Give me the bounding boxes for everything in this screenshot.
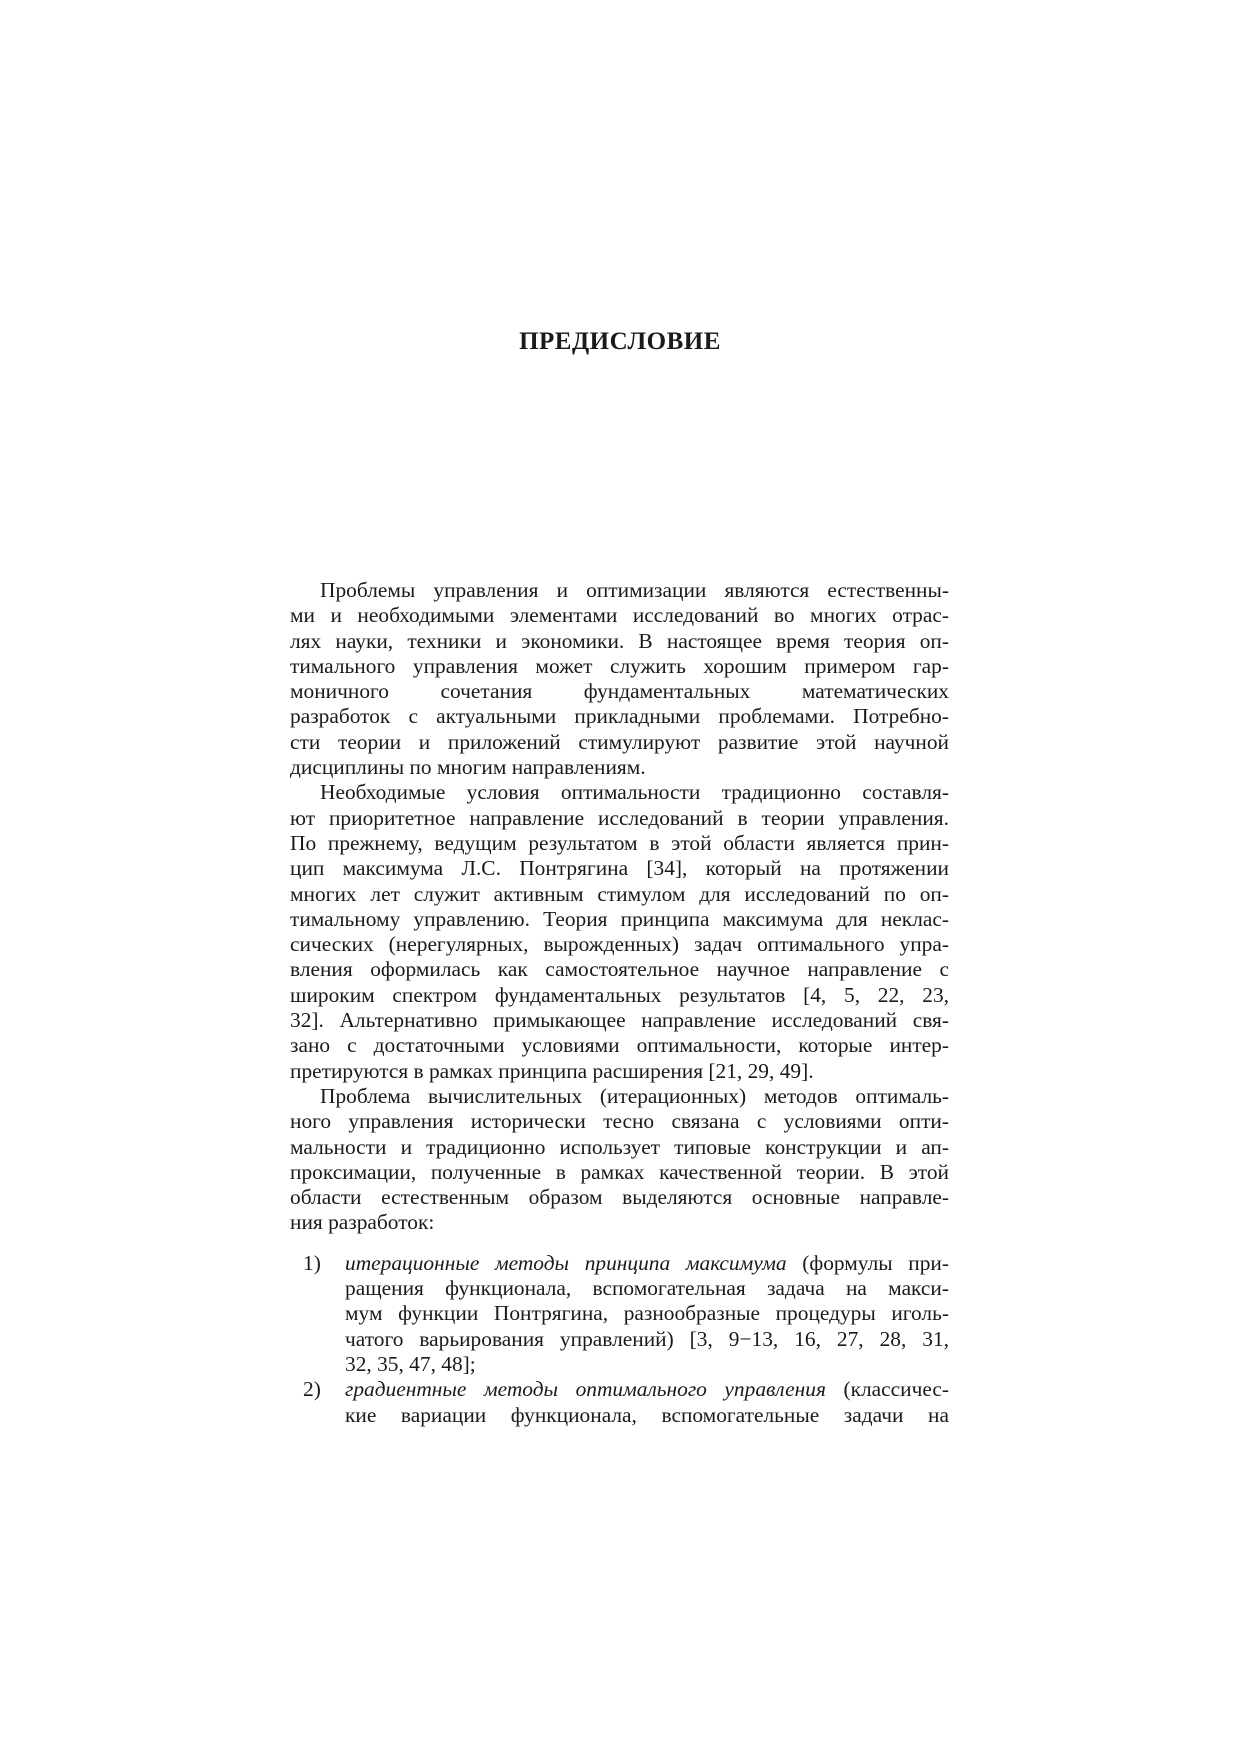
paragraph bbox=[290, 1084, 949, 1236]
text-line: проксимации, полученные в рамках качественной теории. В этой bbox=[290, 1159, 949, 1184]
text-line: дисциплины по многим направлениям. bbox=[290, 755, 646, 780]
text-line: Проблема вычислительных (итерационных) методов оптималь- bbox=[320, 1083, 949, 1108]
paragraph bbox=[290, 578, 949, 780]
text-fragment: (формулы при- bbox=[786, 1250, 949, 1275]
text-line bbox=[345, 1251, 949, 1276]
preface-body bbox=[290, 578, 949, 1428]
text-line: ми и необходимыми элементами исследований во многих отрас- bbox=[290, 603, 949, 628]
text-line: сти теории и приложений стимулируют развитие этой научной bbox=[290, 729, 949, 754]
page-title: ПРЕДИСЛОВИЕ bbox=[519, 328, 721, 355]
text-line: ращения функционала, вспомогательная задача на макси- bbox=[345, 1276, 949, 1301]
italic-term: градиентные методы оптимального управления bbox=[345, 1377, 826, 1402]
text-line: моничного сочетания фундаментальных математических bbox=[290, 679, 949, 704]
text-line: Необходимые условия оптимальности традиционно составля- bbox=[320, 780, 949, 805]
text-line: ного управления исторически тесно связана с условиями опти- bbox=[290, 1109, 949, 1134]
text-line: сических (нерегулярных, вырожденных) задач оптимального упра- bbox=[290, 932, 949, 957]
text-line: кие вариации функционала, вспомогательные задачи на bbox=[345, 1402, 949, 1427]
text-line: широким спектром фундаментальных результатов [4, 5, 22, 23, bbox=[290, 982, 949, 1007]
text-line: ют приоритетное направление исследований в теории управления. bbox=[290, 805, 949, 830]
text-line: По прежнему, ведущим результатом в этой области является прин- bbox=[290, 830, 949, 855]
text-line: мальности и традиционно использует типовые конструкции и ап- bbox=[290, 1134, 949, 1159]
text-fragment: (классичес- bbox=[825, 1377, 949, 1402]
list-marker: 2) bbox=[303, 1377, 321, 1402]
methods-list bbox=[290, 1251, 949, 1428]
text-line: 32]. Альтернативно примыкающее направление исследований свя- bbox=[290, 1008, 949, 1033]
text-line: цип максимума Л.С. Понтрягина [34], который на протяжении bbox=[290, 856, 949, 881]
text-line: многих лет служит активным стимулом для исследований по оп- bbox=[290, 881, 949, 906]
paragraph bbox=[290, 780, 949, 1084]
text-line: мум функции Понтрягина, разнообразные процедуры иголь- bbox=[345, 1301, 949, 1326]
list-item bbox=[290, 1377, 949, 1428]
text-line: лях науки, техники и экономики. В настоящее время теория оп- bbox=[290, 628, 949, 653]
italic-term: итерационные методы принципа максимума bbox=[345, 1250, 787, 1275]
text-line: зано с достаточными условиями оптимальности, которые интер- bbox=[290, 1033, 949, 1058]
text-line: чатого варьирования управлений) [3, 9−13, 16, 27, 28, 31, bbox=[345, 1326, 949, 1351]
text-line: ния разработок: bbox=[290, 1210, 435, 1235]
text-line: Проблемы управления и оптимизации являются естественны- bbox=[320, 578, 949, 602]
list-item bbox=[290, 1251, 949, 1377]
text-line: претируются в рамках принципа расширения [21, 29, 49]. bbox=[290, 1058, 814, 1083]
text-line: вления оформилась как самостоятельное научное направление с bbox=[290, 957, 949, 982]
text-line: разработок с актуальными прикладными проблемами. Потребно- bbox=[290, 704, 949, 729]
text-line: тимального управления может служить хорошим примером гар- bbox=[290, 653, 949, 678]
text-line: тимальному управлению. Теория принципа максимума для неклас- bbox=[290, 906, 949, 931]
list-marker: 1) bbox=[303, 1250, 321, 1275]
text-line: 32, 35, 47, 48]; bbox=[345, 1351, 476, 1376]
text-line bbox=[345, 1377, 949, 1402]
text-line: области естественным образом выделяются основные направле- bbox=[290, 1185, 949, 1210]
